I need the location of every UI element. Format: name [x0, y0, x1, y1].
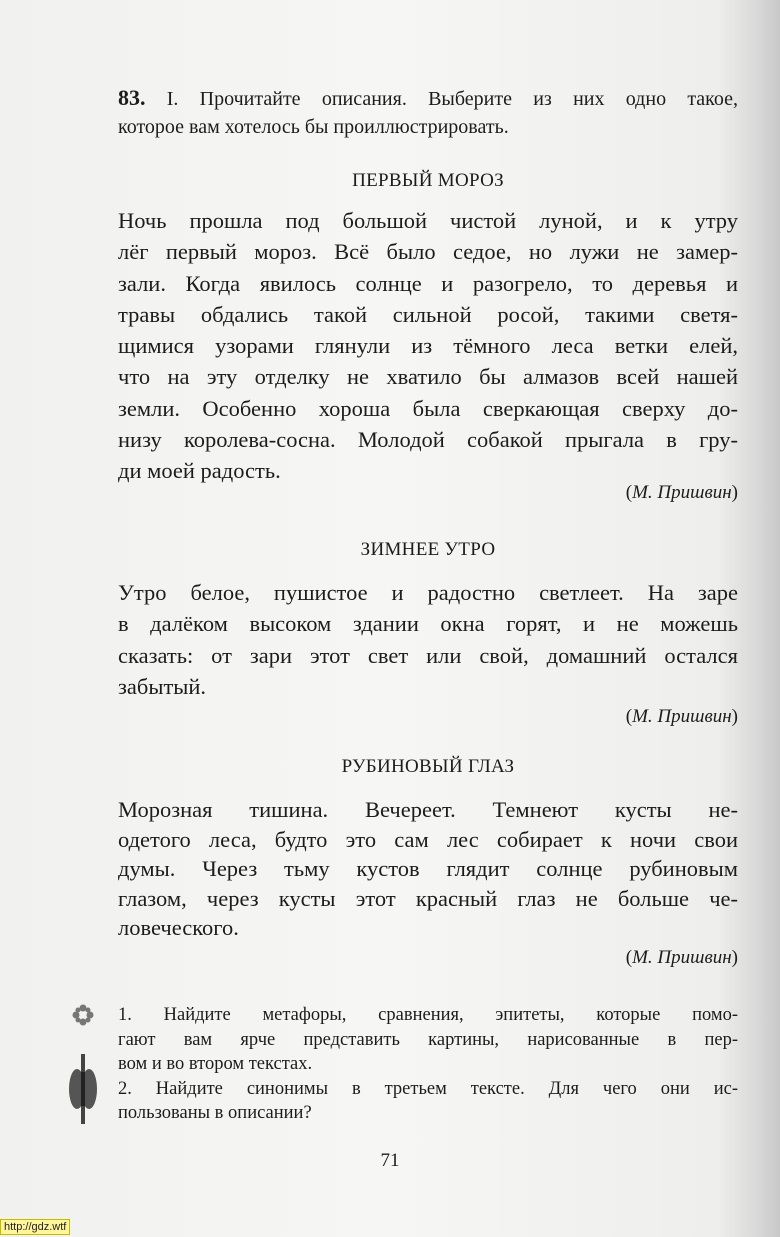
question-2: 2. Найдите синонимы в третьем тексте. Для чего они ис-	[118, 1078, 738, 1099]
source-link[interactable]: http://gdz.wtf	[0, 1219, 70, 1235]
text-paragraph: Ночь прошла под большой чистой луной, и к утру лёг первый мороз. Всё было седое, но лужи не замер- зали. Когда явилось солнце и разогрело, то деревья и травы обдались такой сильной росой, такими светя- щимися узорами глянули из тёмного леса ветки елей, что на эту отделку не хватило бы алмазов всей нашей земли. Особенно хороша была сверкающая сверху до- низу королева-сосна. Молодой собакой прыгала в гру- ди моей радость.	[118, 208, 738, 484]
text-author: (М. Пришвин)	[625, 706, 738, 727]
page-number: 71	[380, 1150, 400, 1171]
text-author: (М. Пришвин)	[625, 947, 738, 968]
snowflake-icon	[72, 1004, 94, 1031]
text-title: ПЕРВЫЙ МОРОЗ	[352, 170, 504, 191]
text-title: РУБИНОВЫЙ ГЛАЗ	[341, 756, 515, 777]
phonetics-letter-f-icon	[68, 1054, 98, 1129]
text-author: (М. Пришвин)	[625, 482, 738, 503]
task-number: 83.	[118, 85, 146, 110]
task-instruction: 83. I. Прочитайте описания. Выберите из них одно такое, которое вам хотелось бы проиллюстрировать.	[118, 85, 739, 138]
questions-section: 1. Найдите метафоры, сравнения, эпитеты, которые помо- гают вам ярче представить картины, нарисованные в пер- вом и во втором текстах. 2. Найдите синонимы в третьем тексте. Для чего они ис- пользованы в описании?	[118, 1005, 738, 1124]
text-paragraph: Морозная тишина. Вечереет. Темнеют кусты не- одетого леса, будто это сам лес собирает к ночи свои думы. Через тьму кустов глядит солнце рубиновым глазом, через кусты этот красный глаз не больше че- ловеческого.	[118, 797, 738, 940]
question-1: 1. Найдите метафоры, сравнения, эпитеты, которые помо-	[118, 1005, 738, 1025]
text-title: ЗИМНЕЕ УТРО	[360, 539, 496, 560]
text-paragraph: Утро белое, пушистое и радостно светлеет. На заре в далёком высоком здании окна горят, и не можешь сказать: от зари этот свет или свой, домашний остался забытый.	[118, 580, 738, 699]
